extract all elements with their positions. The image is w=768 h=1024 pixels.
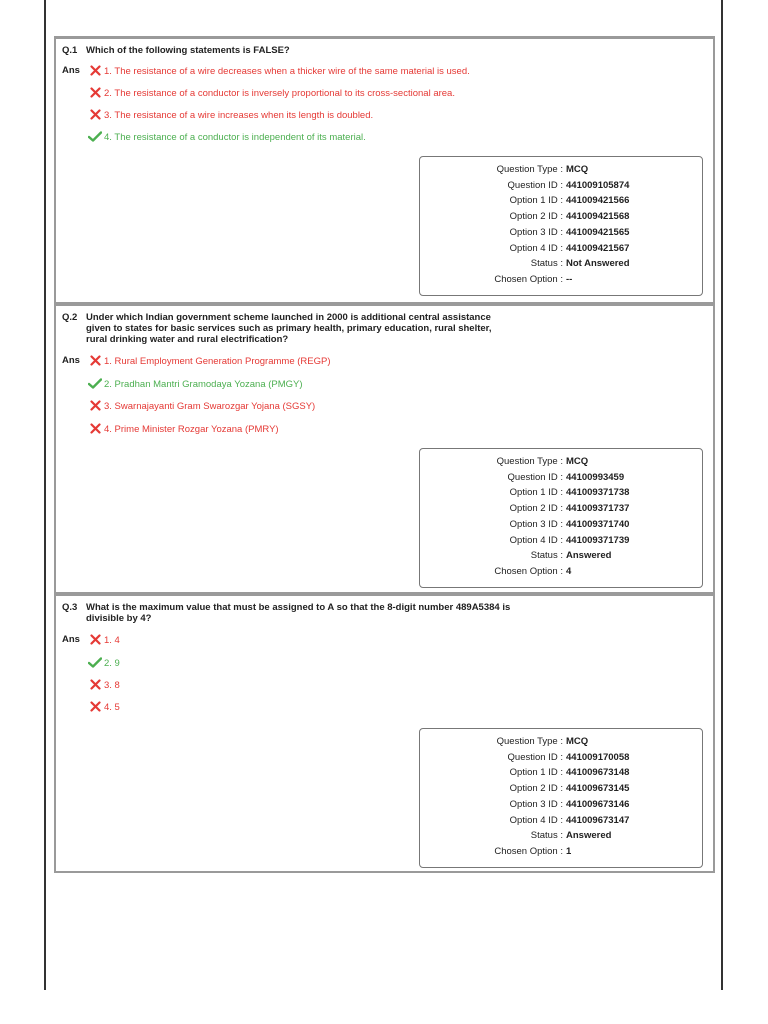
cross-icon xyxy=(88,679,102,692)
meta-option3-row: Option 3 ID : 441009421565 xyxy=(509,226,630,238)
meta-qid-row: Question ID : 441009105874 xyxy=(507,179,630,191)
question-meta-box xyxy=(419,728,703,868)
question-number: Q.1 xyxy=(62,45,78,56)
option-text: 1. Rural Employment Generation Programme (REGP) xyxy=(104,356,331,367)
meta-chosen-row: Chosen Option : 1 xyxy=(494,845,572,857)
option-1 xyxy=(88,65,470,78)
question-text: Under which Indian government scheme launched in 2000 is additional central assistance given to states for basic services such as primary health, primary education, rural shelter, rural drinking water and rural electrification? xyxy=(86,312,492,345)
meta-option3-row: Option 3 ID : 441009371740 xyxy=(509,518,630,530)
meta-option4-row: Option 4 ID : 441009421567 xyxy=(509,242,630,254)
meta-chosen-row: Chosen Option : 4 xyxy=(494,565,572,577)
option-text: 1. The resistance of a wire decreases when a thicker wire of the same material is used. xyxy=(104,66,470,77)
meta-chosen-row: Chosen Option : -- xyxy=(494,273,573,285)
option-2 xyxy=(88,378,303,391)
question-number: Q.3 xyxy=(62,602,78,613)
meta-option2-row: Option 2 ID : 441009421568 xyxy=(509,211,630,223)
meta-option2-row: Option 2 ID : 441009371737 xyxy=(509,503,630,515)
option-4 xyxy=(88,131,366,144)
option-text: 4. 5 xyxy=(104,702,120,713)
check-icon xyxy=(88,131,102,144)
option-3 xyxy=(88,679,120,692)
page-border-right xyxy=(721,0,723,990)
option-text: 3. The resistance of a wire increases when its length is doubled. xyxy=(104,110,374,121)
question-meta-box xyxy=(419,156,703,296)
meta-option4-row: Option 4 ID : 441009371739 xyxy=(509,534,630,546)
meta-option2-row: Option 2 ID : 441009673145 xyxy=(509,783,630,795)
cross-icon xyxy=(88,87,102,100)
meta-type-row: Question Type : MCQ xyxy=(496,164,589,175)
cross-icon xyxy=(88,701,102,714)
answer-label: Ans xyxy=(62,634,80,645)
meta-type-row: Question Type : MCQ xyxy=(496,456,589,467)
meta-option1-row: Option 1 ID : 441009371738 xyxy=(509,487,630,499)
option-text: 4. Prime Minister Rozgar Yozana (PMRY) xyxy=(104,424,279,435)
cross-icon xyxy=(88,400,102,413)
option-text: 2. The resistance of a conductor is inversely proportional to its cross-sectional area. xyxy=(104,88,455,99)
meta-status-row: Status : Answered xyxy=(530,550,612,562)
option-4 xyxy=(88,701,120,714)
cross-icon xyxy=(88,634,102,647)
option-2 xyxy=(88,87,455,100)
option-3 xyxy=(88,400,315,413)
option-4 xyxy=(88,423,279,436)
option-text: 2. 9 xyxy=(104,658,120,669)
meta-option1-row: Option 1 ID : 441009673148 xyxy=(509,767,630,779)
question-block-3 xyxy=(54,593,715,873)
option-text: 2. Pradhan Mantri Gramodaya Yozana (PMGY) xyxy=(104,379,303,390)
option-text: 3. 8 xyxy=(104,680,120,691)
meta-qid-row: Question ID : 44100993459 xyxy=(507,471,625,483)
meta-status-row: Status : Not Answered xyxy=(530,258,630,270)
meta-option3-row: Option 3 ID : 441009673146 xyxy=(509,798,630,810)
option-1 xyxy=(88,634,120,647)
meta-option4-row: Option 4 ID : 441009673147 xyxy=(509,814,630,826)
cross-icon xyxy=(88,355,102,368)
check-icon xyxy=(88,657,102,670)
option-2 xyxy=(88,657,120,670)
cross-icon xyxy=(88,423,102,436)
option-text: 1. 4 xyxy=(104,635,120,646)
cross-icon xyxy=(88,109,102,122)
question-block-1 xyxy=(54,36,715,304)
question-text: What is the maximum value that must be assigned to A so that the 8-digit number 489A5384 is divisible by 4? xyxy=(86,602,511,624)
question-block-2 xyxy=(54,303,715,594)
cross-icon xyxy=(88,65,102,78)
meta-type-row: Question Type : MCQ xyxy=(496,736,589,747)
question-meta-box xyxy=(419,448,703,588)
meta-qid-row: Question ID : 441009170058 xyxy=(507,751,630,763)
option-1 xyxy=(88,355,331,368)
meta-status-row: Status : Answered xyxy=(530,830,612,842)
question-text: Which of the following statements is FALSE? xyxy=(86,45,290,56)
question-number: Q.2 xyxy=(62,312,78,323)
answer-label: Ans xyxy=(62,65,80,76)
option-3 xyxy=(88,109,373,122)
meta-option1-row: Option 1 ID : 441009421566 xyxy=(509,195,630,207)
page-border-left xyxy=(44,0,46,990)
option-text: 3. Swarnajayanti Gram Swarozgar Yojana (SGSY) xyxy=(104,401,316,412)
check-icon xyxy=(88,378,102,391)
option-text: 4. The resistance of a conductor is independent of its material. xyxy=(104,132,366,143)
answer-label: Ans xyxy=(62,355,80,366)
